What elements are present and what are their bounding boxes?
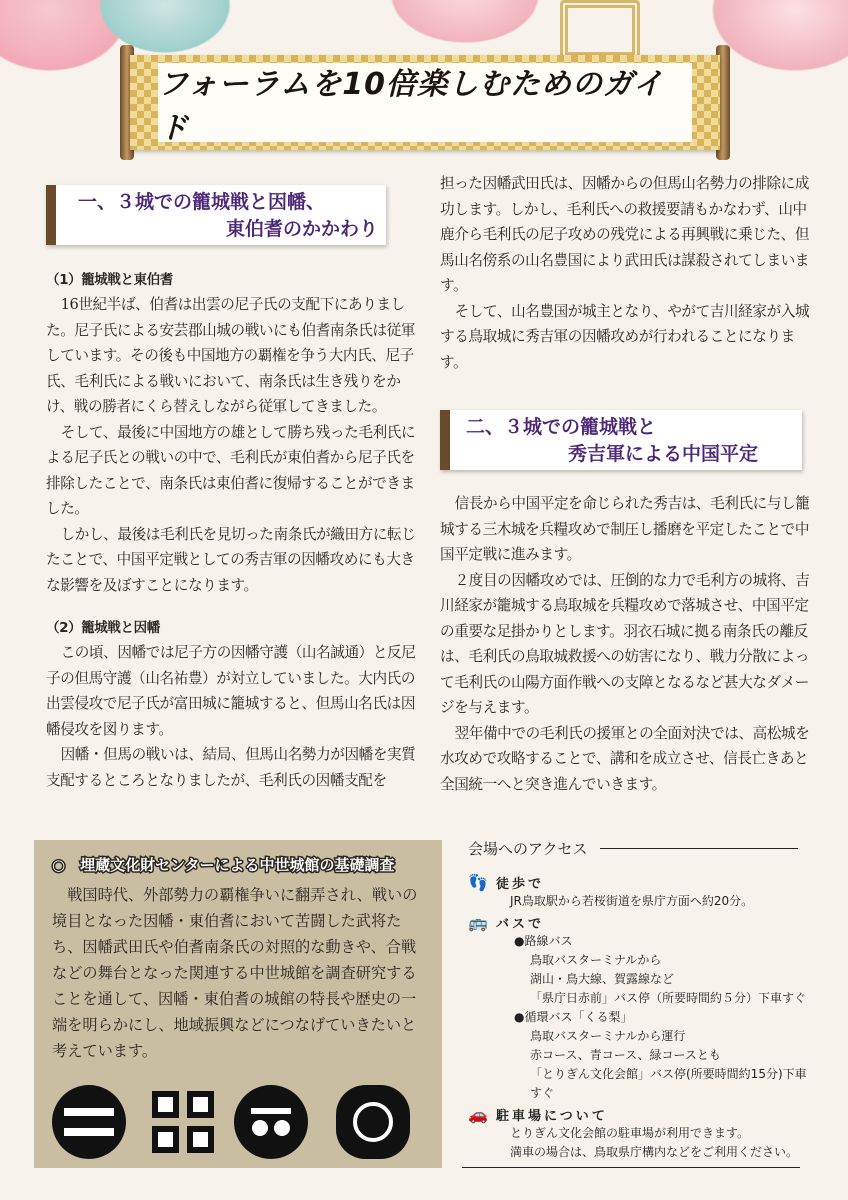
access-section	[468, 838, 808, 1162]
section1-heading-line2: 東伯耆のかかわり	[226, 218, 379, 240]
crest-three-circles-icon	[234, 1085, 308, 1159]
paragraph: 翌年備中での毛利氏の援軍との全面対決では、高松城を水攻めで攻略することで、講和を成立させ、信長亡きあと全国統一へと突き進んでいきます。	[440, 724, 810, 793]
bus1-label: ●路線バス	[514, 934, 573, 948]
crest-mokko-flower-icon	[336, 1085, 410, 1159]
section1-heading-line1: 一、３城での籠城戦と因幡、	[78, 191, 326, 213]
section2-heading	[440, 410, 802, 470]
right-column-top	[440, 171, 810, 375]
paragraph: この頃、因幡では尼子方の因幡守護（山名誠通）と反尼子の但馬守護（山名祐豊）が対立していました。大内氏の出雲侵攻で尼子氏が富田城に籠城すると、但馬山名氏は因幡侵攻を図ります。	[46, 644, 416, 738]
subheading-2: （2）籠城戦と因幡	[46, 620, 160, 636]
left-column	[46, 268, 416, 793]
bus1-line: 湖山・鳥大線、賀露線など	[530, 972, 675, 986]
bus1-line: 鳥取バスターミナルから	[530, 953, 662, 967]
paragraph: 16世紀半ば、伯耆は出雲の尼子氏の支配下にありました。尼子氏による安芸郡山城の戦いにも伯耆南条氏は従軍しています。その後も中国地方の覇権を争う大内氏、尼子氏、毛利氏による戦いにおいて、南条氏は生き残りをかけ、戦の勝者にくら替えしながら従軍してきました。	[46, 296, 416, 415]
footprints-icon: 👣	[468, 873, 488, 892]
paragraph: しかし、最後は毛利氏を見切った南条氏が織田方に転じたことで、中国平定戦としての秀吉軍の因幡攻めにも大きな影響を及ぼすことになります。	[46, 525, 416, 594]
walk-label: 徒歩で	[496, 877, 545, 892]
bus2-label: ●循環バス「くる梨」	[514, 1010, 633, 1024]
bus-label: バスで	[496, 917, 545, 932]
bus2-line: 赤コース、青コース、緑コースとも	[530, 1048, 721, 1062]
bus2-line: 「とりぎん文化会館」バス停(所要時間約15分)下車すぐ	[530, 1067, 807, 1100]
subheading-1: （1）籠城戦と東伯耆	[46, 272, 173, 288]
section1-heading	[46, 185, 386, 245]
section2-heading-line1: 二、３城での籠城戦と	[466, 416, 657, 438]
decorative-flower	[380, 0, 550, 50]
car-icon: 🚗	[468, 1105, 488, 1124]
survey-heading: ○ 埋蔵文化財センターによる中世城館の基礎調査	[52, 856, 395, 874]
bus-icon: 🚌	[468, 913, 488, 932]
divider	[462, 1167, 800, 1168]
parking-line: 満車の場合は、鳥取県庁構内などをご利用ください。	[510, 1145, 799, 1159]
paragraph: 担った因幡武田氏は、因幡からの但馬山名勢力の排除に成功します。しかし、毛利氏への救援要請もかなわず、山中鹿介ら毛利氏の尼子攻めの残党による再興戦に乗じた、但馬山名傍系の山名豊国により武田氏は謀殺されてしまいます。	[440, 175, 810, 294]
paragraph: 因幡・但馬の戦いは、結局、但馬山名勢力が因幡を実質支配するところとなりましたが、毛利氏の因幡支配を	[46, 746, 416, 789]
right-column-bottom	[440, 491, 810, 797]
paragraph: ２度目の因幡攻めでは、圧倒的な力で毛利方の城将、吉川経家が籠城する鳥取城を兵糧攻めで落城させ、中国平定の重要な足掛かりとします。羽衣石城に拠る南条氏の離反は、毛利氏の鳥取城救援への妨害になり、戦力分散によって毛利氏の山陽方面作戦への支障となるなど甚大なダメージを与えます。	[440, 571, 810, 716]
crest-four-squares-icon	[146, 1085, 220, 1159]
section2-heading-line2: 秀吉軍による中国平定	[568, 443, 759, 465]
survey-box	[34, 840, 442, 1168]
paragraph: そして、最後に中国地方の雄として勝ち残った毛利氏による尼子氏との戦いの中で、毛利氏が東伯耆から尼子氏を排除したことで、南条氏は東伯耆に復帰することができました。	[46, 423, 416, 517]
paragraph: 信長から中国平定を命じられた秀吉は、毛利氏に与し籠城する三木城を兵糧攻めで制圧し播磨を平定したことで中国平定戦に進みます。	[440, 495, 810, 563]
access-title: 会場へのアクセス	[468, 840, 588, 858]
crest-horizontal-bars-icon	[52, 1085, 126, 1159]
bus2-line: 鳥取バスターミナルから運行	[530, 1029, 686, 1043]
paragraph: そして、山名豊国が城主となり、やがて吉川経家が入城する鳥取城に秀吉軍の因幡攻めが行われることになります。	[440, 302, 810, 371]
parking-label: 駐車場について	[496, 1109, 608, 1124]
parking-line: とりぎん文化会館の駐車場が利用できます。	[510, 1126, 750, 1140]
page-title: フォーラムを10倍楽しむためのガイド	[158, 66, 665, 146]
title-banner	[130, 55, 720, 150]
walk-text: JR鳥取駅から若桜街道を県庁方面へ約20分。	[510, 894, 754, 908]
bus1-line: 「県庁日赤前」バス停（所要時間約５分）下車すぐ	[530, 991, 807, 1005]
decorative-knot	[560, 0, 640, 60]
survey-text: 戦国時代、外部勢力の覇権争いに翻弄され、戦いの境目となった因幡・東伯耆において苦闘した武将たち、因幡武田氏や伯耆南条氏の対照的な動きや、合戦などの舞台となった関連する中世城館を調査研究することを通して、因幡・東伯耆の城館の特長や歴史の一端を明らかにし、地域振興などにつなげていきたいと考えています。	[52, 886, 418, 1060]
